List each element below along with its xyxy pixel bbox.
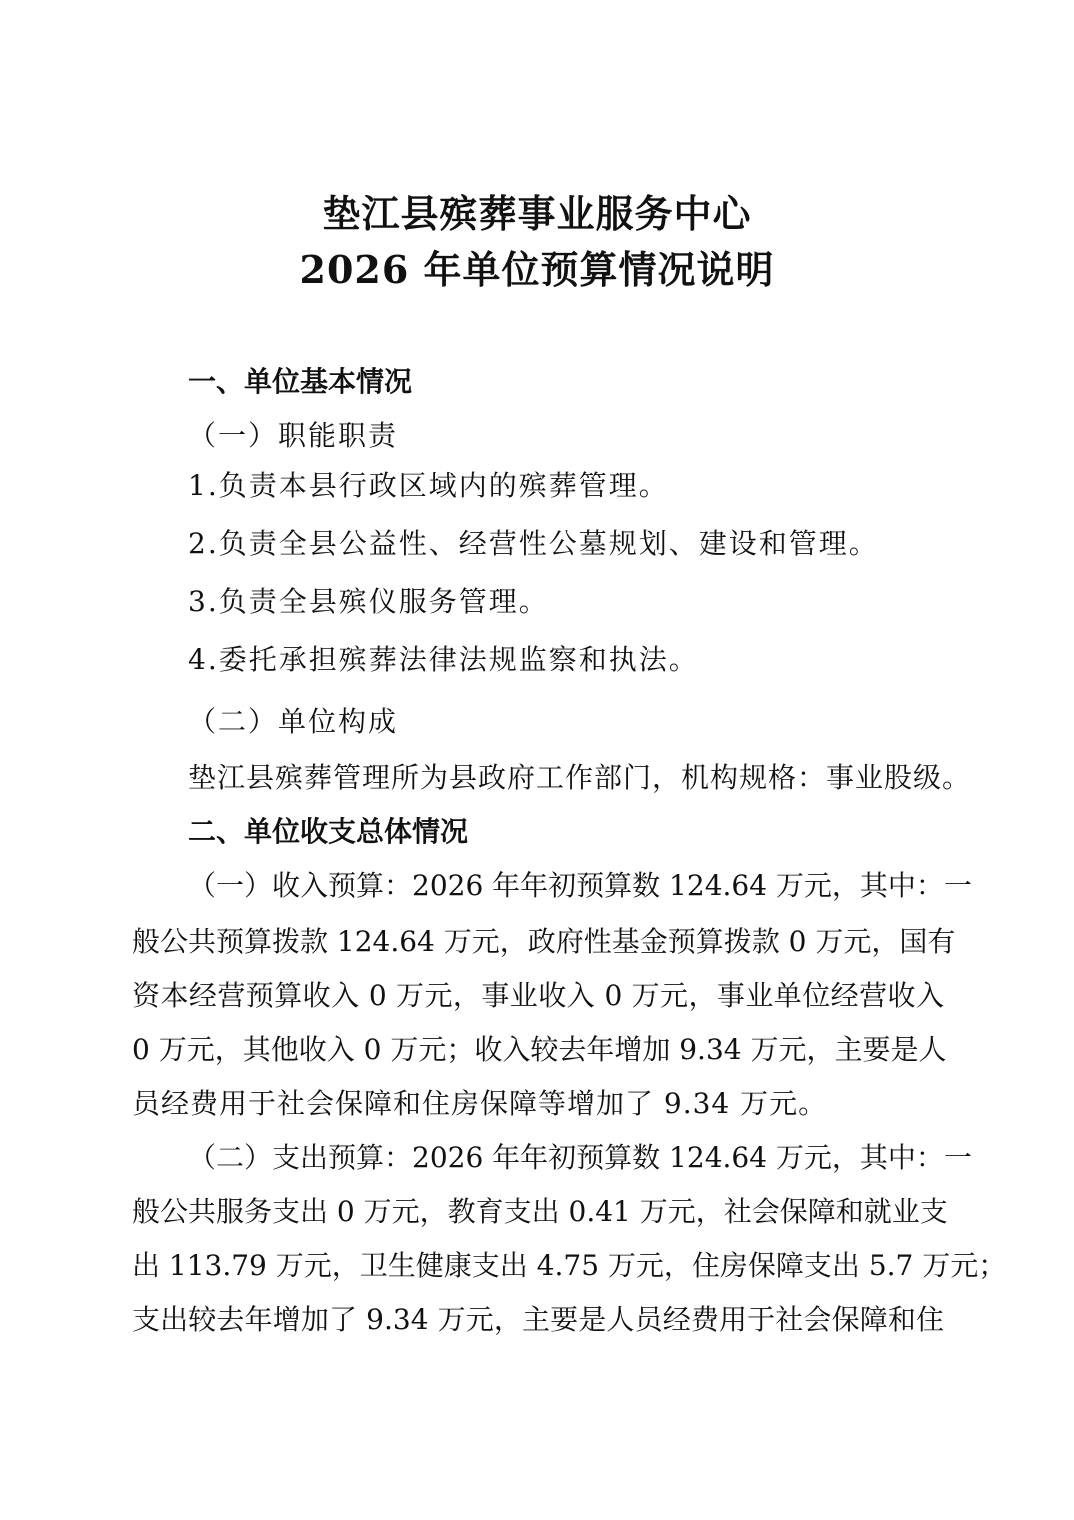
income-line-2: 般公共预算拨款 124.64 万元，政府性基金预算拨款 0 万元，国有 — [132, 925, 956, 958]
income-line-3: 资本经营预算收入 0 万元，事业收入 0 万元，事业单位经营收入 — [132, 979, 944, 1012]
expense-line-4: 支出较去年增加了 9.34 万元，主要是人员经费用于社会保障和住 — [132, 1303, 944, 1336]
subsection-duties-heading: （一）职能职责 — [188, 419, 399, 452]
expense-line-3: 出 113.79 万元，卫生健康支出 4.75 万元，住房保障支出 5.7 万元； — [132, 1249, 1007, 1282]
document-title-line-2: 2026 年单位预算情况说明 — [299, 247, 775, 292]
section-1-heading: 一、单位基本情况 — [188, 365, 413, 398]
duty-item-2: 2.负责全县公益性、经营性公墓规划、建设和管理。 — [188, 527, 879, 560]
duty-item-3: 3.负责全县殡仪服务管理。 — [188, 585, 549, 618]
expense-line-1: （二）支出预算：2026 年年初预算数 124.64 万元，其中：一 — [188, 1141, 972, 1174]
expense-line-2: 般公共服务支出 0 万元，教育支出 0.41 万元，社会保障和就业支 — [132, 1195, 948, 1228]
composition-text: 垫江县殡葬管理所为县政府工作部门，机构规格：事业股级。 — [188, 761, 972, 794]
document-title-line-1: 垫江县殡葬事业服务中心 — [322, 191, 752, 236]
income-line-5: 员经费用于社会保障和住房保障等增加了 9.34 万元。 — [132, 1087, 828, 1120]
duty-item-4: 4.委托承担殡葬法律法规监察和执法。 — [188, 643, 699, 676]
subsection-composition-heading: （二）单位构成 — [188, 705, 399, 738]
duty-item-1: 1.负责本县行政区域内的殡葬管理。 — [188, 469, 669, 502]
income-line-4: 0 万元，其他收入 0 万元；收入较去年增加 9.34 万元，主要是人 — [132, 1033, 947, 1066]
section-2-heading: 二、单位收支总体情况 — [188, 815, 469, 848]
income-line-1: （一）收入预算：2026 年年初预算数 124.64 万元，其中：一 — [188, 869, 972, 902]
